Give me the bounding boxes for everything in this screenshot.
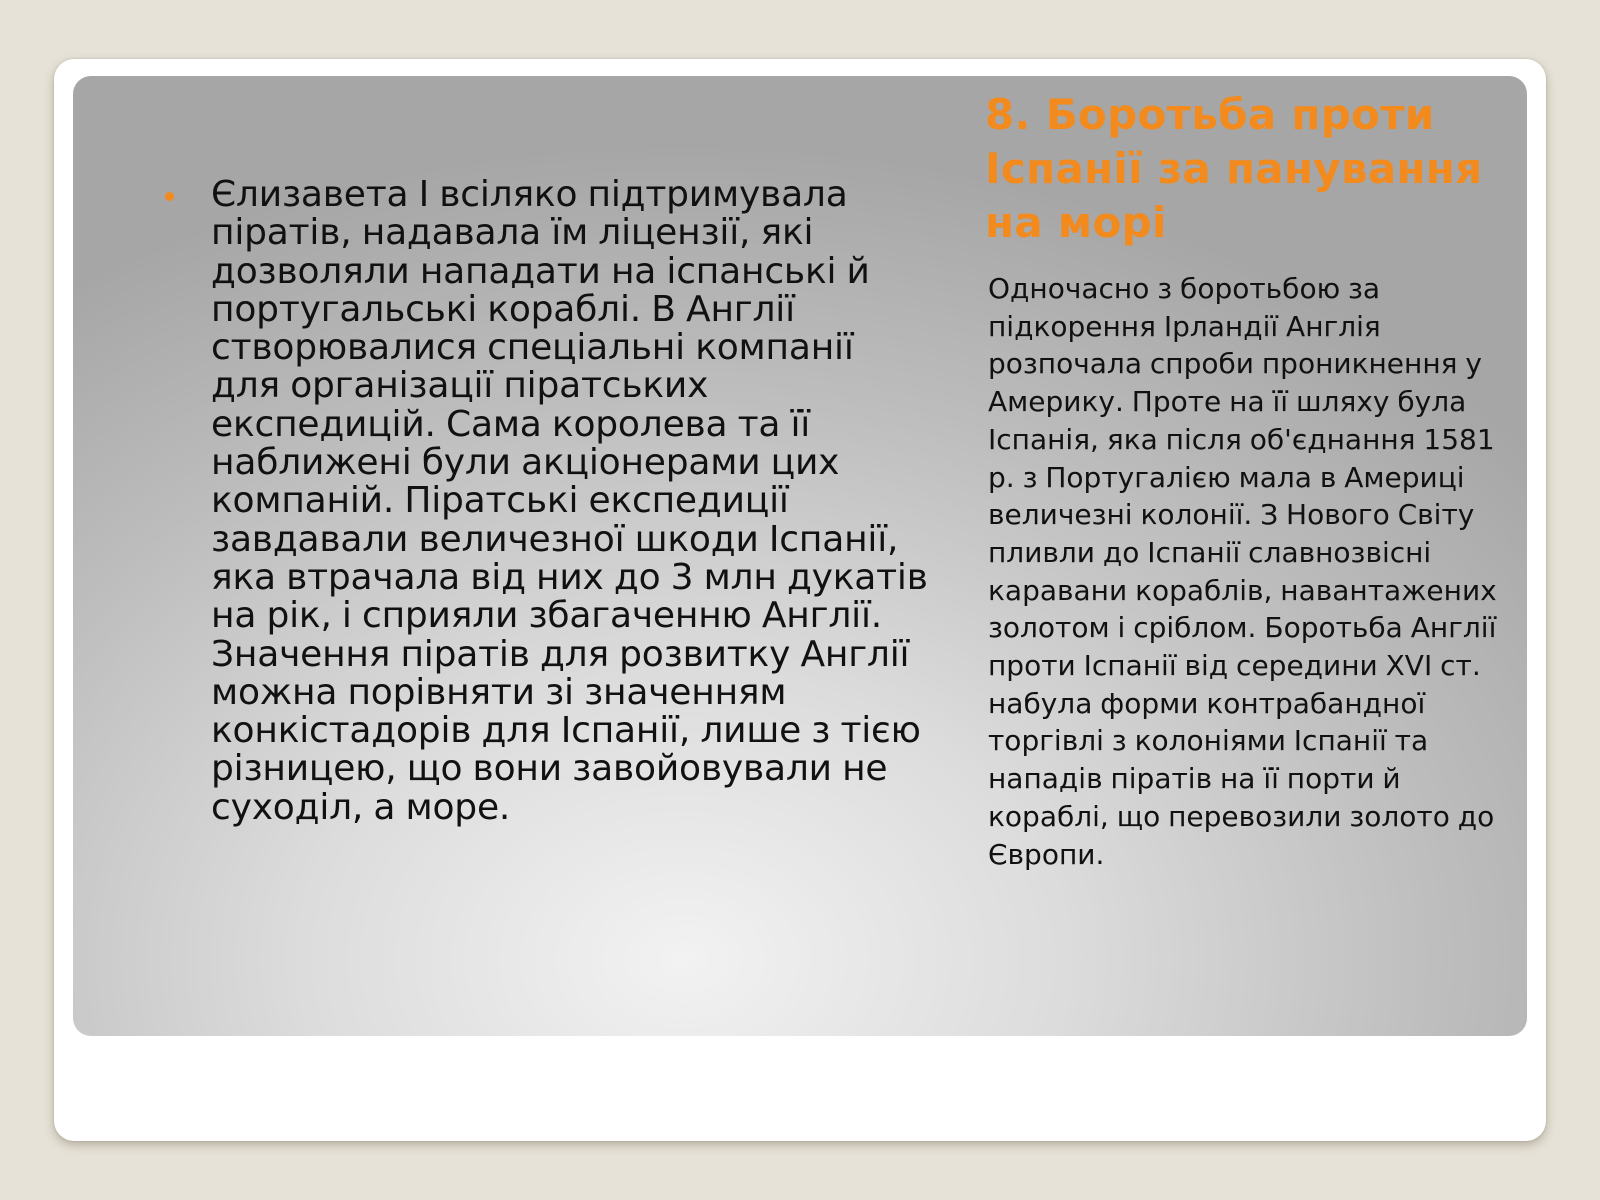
bullet-text: Єлизавета І всіляко підтримувала піратів, надавала їм ліцензії, які дозволяли нападати на іспанські й португальські кораблі. В Англії створювалися спеціальні компанії для організації піратських експедицій. Сама королева та її наближені були акціонерами цих компаній. Піратські експедиції завдавали величезної шкоди Іспанії, яка втрачала від них до 3 млн дукатів на рік, і сприяли збагаченню Англії. Значення піратів для розвитку Англії можна порівняти зі значенням конкістадорів для Іспанії, лише з тією різницею, що вони завойовували не суходіл, а море.: [211, 174, 928, 828]
slide-title: 8. Боротьба проти Іспанії за панування на морі: [985, 90, 1483, 247]
bullet-icon: [165, 192, 174, 201]
side-body-text: Одночасно з боротьбою за підкорення Ірландії Англія розпочала спроби проникнення у Америку. Проте на її шляху була Іспанія, яка після об'єднання 1581 р. з Португалією мала в Америці величезні колонії. З Нового Світу пливли до Іспанії славнозвісні каравани кораблів, навантажених золотом і сріблом. Боротьба Англії проти Іспанії від середини XVI ст. набула форми контрабандної торгівлі з колоніями Іспанії та нападів піратів на її порти й кораблі, що перевозили золото до Європи.: [988, 272, 1497, 871]
